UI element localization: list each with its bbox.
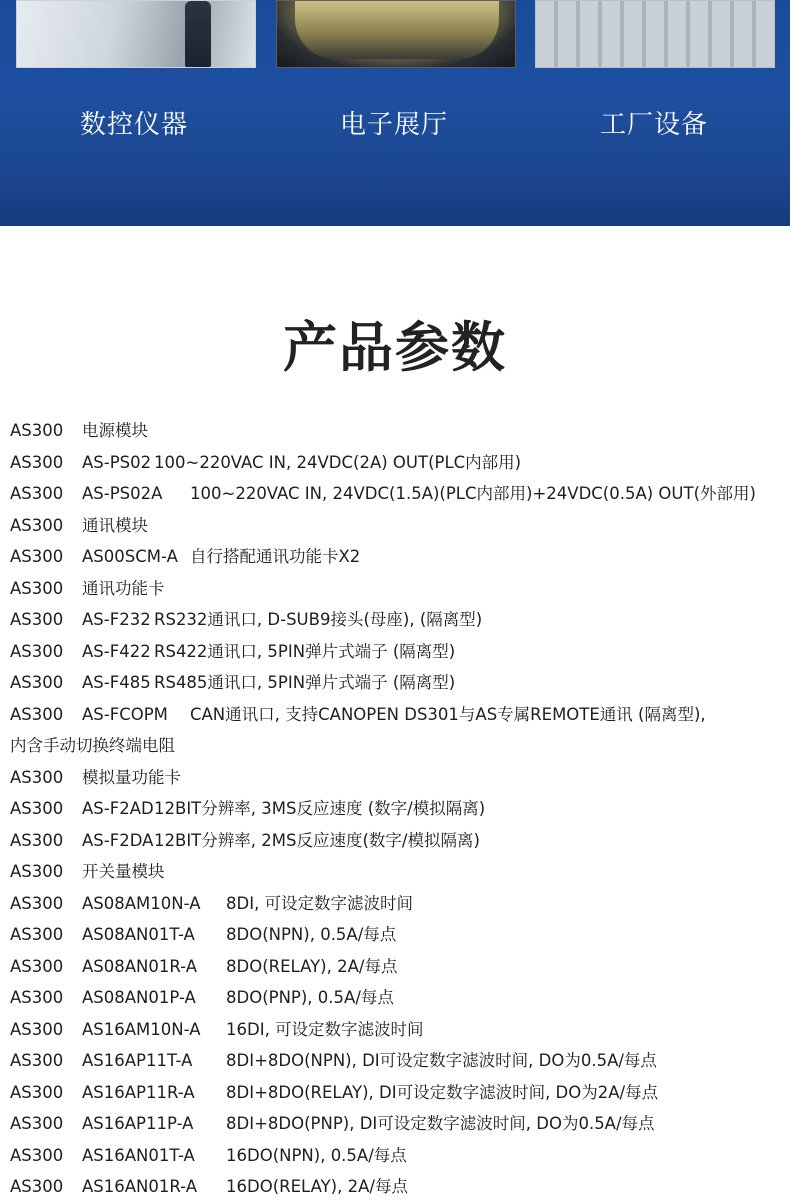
model-label: AS16AP11P-A [82,1114,194,1133]
spec-row [10,793,785,825]
model-label: AS16AP11R-A [82,1082,195,1102]
display-pedestal [295,1,499,59]
spec-row [10,636,785,668]
series-label: AS300 [10,421,64,440]
model-label: 模拟量功能卡 [82,767,181,787]
series-label: AS300 [10,578,64,598]
spec-row [10,1045,785,1077]
model-label: AS00SCM-A [82,547,178,566]
series-label: AS300 [10,1145,64,1165]
spec-row [10,762,785,794]
factory-equipment-photo[interactable] [535,0,775,68]
model-label: AS08AN01T-A [82,925,195,944]
spec-row [10,667,785,699]
spec-row [10,510,785,542]
series-label: AS300 [10,515,64,535]
model-label: AS-PS02A [82,484,163,503]
spec-row [10,447,785,479]
spec-description: 8DI+8DO(NPN), DI可设定数字滤波时间, DO为0.5A/每点 [226,1051,657,1070]
model-label: AS-F485 [82,673,151,692]
operator-figure [185,1,211,67]
spec-row [10,573,785,605]
spec-description: RS232通讯口, D-SUB9接头(母座), (隔离型) [154,610,483,629]
spec-description: RS422通讯口, 5PIN弹片式端子 (隔离型) [154,641,456,661]
category-label-cnc[interactable]: 数控仪器 [80,110,189,140]
series-label: AS300 [10,484,64,503]
spec-row [10,1171,785,1203]
series-label: AS300 [10,641,64,661]
model-label: AS16AP11T-A [82,1051,193,1070]
model-label: AS-F232 [82,610,151,629]
spec-row [10,699,785,731]
series-label: AS300 [10,673,64,692]
model-label: 通讯功能卡 [82,578,165,598]
spec-row [10,478,785,510]
model-label: AS-PS02 [82,452,152,472]
spec-description: 16DI, 可设定数字滤波时间 [226,1019,424,1039]
spec-row [10,415,785,447]
section-title: 产品参数 [283,316,507,379]
category-label-factory[interactable]: 工厂设备 [600,110,709,140]
model-label: 开关量模块 [82,862,165,881]
spec-description: CAN通讯口, 支持CANOPEN DS301与AS专属REMOTE通讯 (隔离型), [190,704,706,724]
series-label: AS300 [10,704,64,724]
category-banner [0,0,790,226]
spec-row [10,825,785,857]
spec-description: 100~220VAC IN, 24VDC(2A) OUT(PLC内部用) [154,452,522,472]
spec-description: 8DI+8DO(PNP), DI可设定数字滤波时间, DO为0.5A/每点 [226,1114,655,1133]
spec-description: 16DO(RELAY), 2A/每点 [226,1177,408,1196]
model-label: AS-F2DA [82,830,154,850]
spec-row [10,541,785,573]
spec-description: RS485通讯口, 5PIN弹片式端子 (隔离型) [154,673,456,692]
model-label: AS08AN01R-A [82,956,198,976]
series-label: AS300 [10,988,64,1007]
series-label: AS300 [10,1177,64,1196]
spec-row [10,856,785,888]
cnc-instrument-photo[interactable] [16,0,256,68]
spec-description: 100~220VAC IN, 24VDC(1.5A)(PLC内部用)+24VDC(0.5A) OUT(外部用) [190,484,756,503]
model-label: AS-F2AD [82,799,154,818]
model-label: AS08AM10N-A [82,893,201,913]
series-label: AS300 [10,547,64,566]
series-label: AS300 [10,610,64,629]
spec-row [10,1077,785,1109]
series-label: AS300 [10,893,64,913]
spec-description: 8DI, 可设定数字滤波时间 [226,893,414,913]
model-label: AS-FCOPM [82,704,168,724]
series-label: AS300 [10,925,64,944]
spec-description: 12BIT分辨率, 3MS反应速度 (数字/模拟隔离) [154,799,486,818]
spec-row [10,1014,785,1046]
model-label: 电源模块 [82,421,148,440]
spec-row [10,982,785,1014]
spec-description: 8DI+8DO(RELAY), DI可设定数字滤波时间, DO为2A/每点 [226,1082,659,1102]
series-label: AS300 [10,862,64,881]
spec-row [10,1108,785,1140]
spec-description: 16DO(NPN), 0.5A/每点 [226,1145,407,1165]
electronic-showroom-photo[interactable] [276,0,516,68]
model-label: AS16AN01R-A [82,1177,198,1196]
spec-description: 12BIT分辨率, 2MS反应速度(数字/模拟隔离) [154,830,480,850]
category-label-showroom[interactable]: 电子展厅 [340,110,449,140]
series-label: AS300 [10,830,64,850]
series-label: AS300 [10,1051,64,1070]
product-spec-list [10,415,785,1203]
series-label: AS300 [10,1019,64,1039]
spec-row [10,604,785,636]
series-label: AS300 [10,1082,64,1102]
series-label: AS300 [10,956,64,976]
spec-description-continued: 内含手动切换终端电阻 [10,736,175,755]
series-label: AS300 [10,1114,64,1133]
series-label: AS300 [10,799,64,818]
spec-row [10,1140,785,1172]
spec-row [10,919,785,951]
model-label: AS08AN01P-A [82,988,196,1007]
spec-description: 8DO(RELAY), 2A/每点 [226,956,398,976]
model-label: AS16AM10N-A [82,1019,201,1039]
spec-description: 8DO(PNP), 0.5A/每点 [226,988,394,1007]
spec-row [10,951,785,983]
model-label: 通讯模块 [82,515,148,535]
series-label: AS300 [10,452,64,472]
spec-description: 8DO(NPN), 0.5A/每点 [226,925,397,944]
model-label: AS16AN01T-A [82,1145,195,1165]
spec-description: 自行搭配通讯功能卡X2 [190,547,361,566]
spec-row [10,888,785,920]
series-label: AS300 [10,767,64,787]
model-label: AS-F422 [82,641,151,661]
